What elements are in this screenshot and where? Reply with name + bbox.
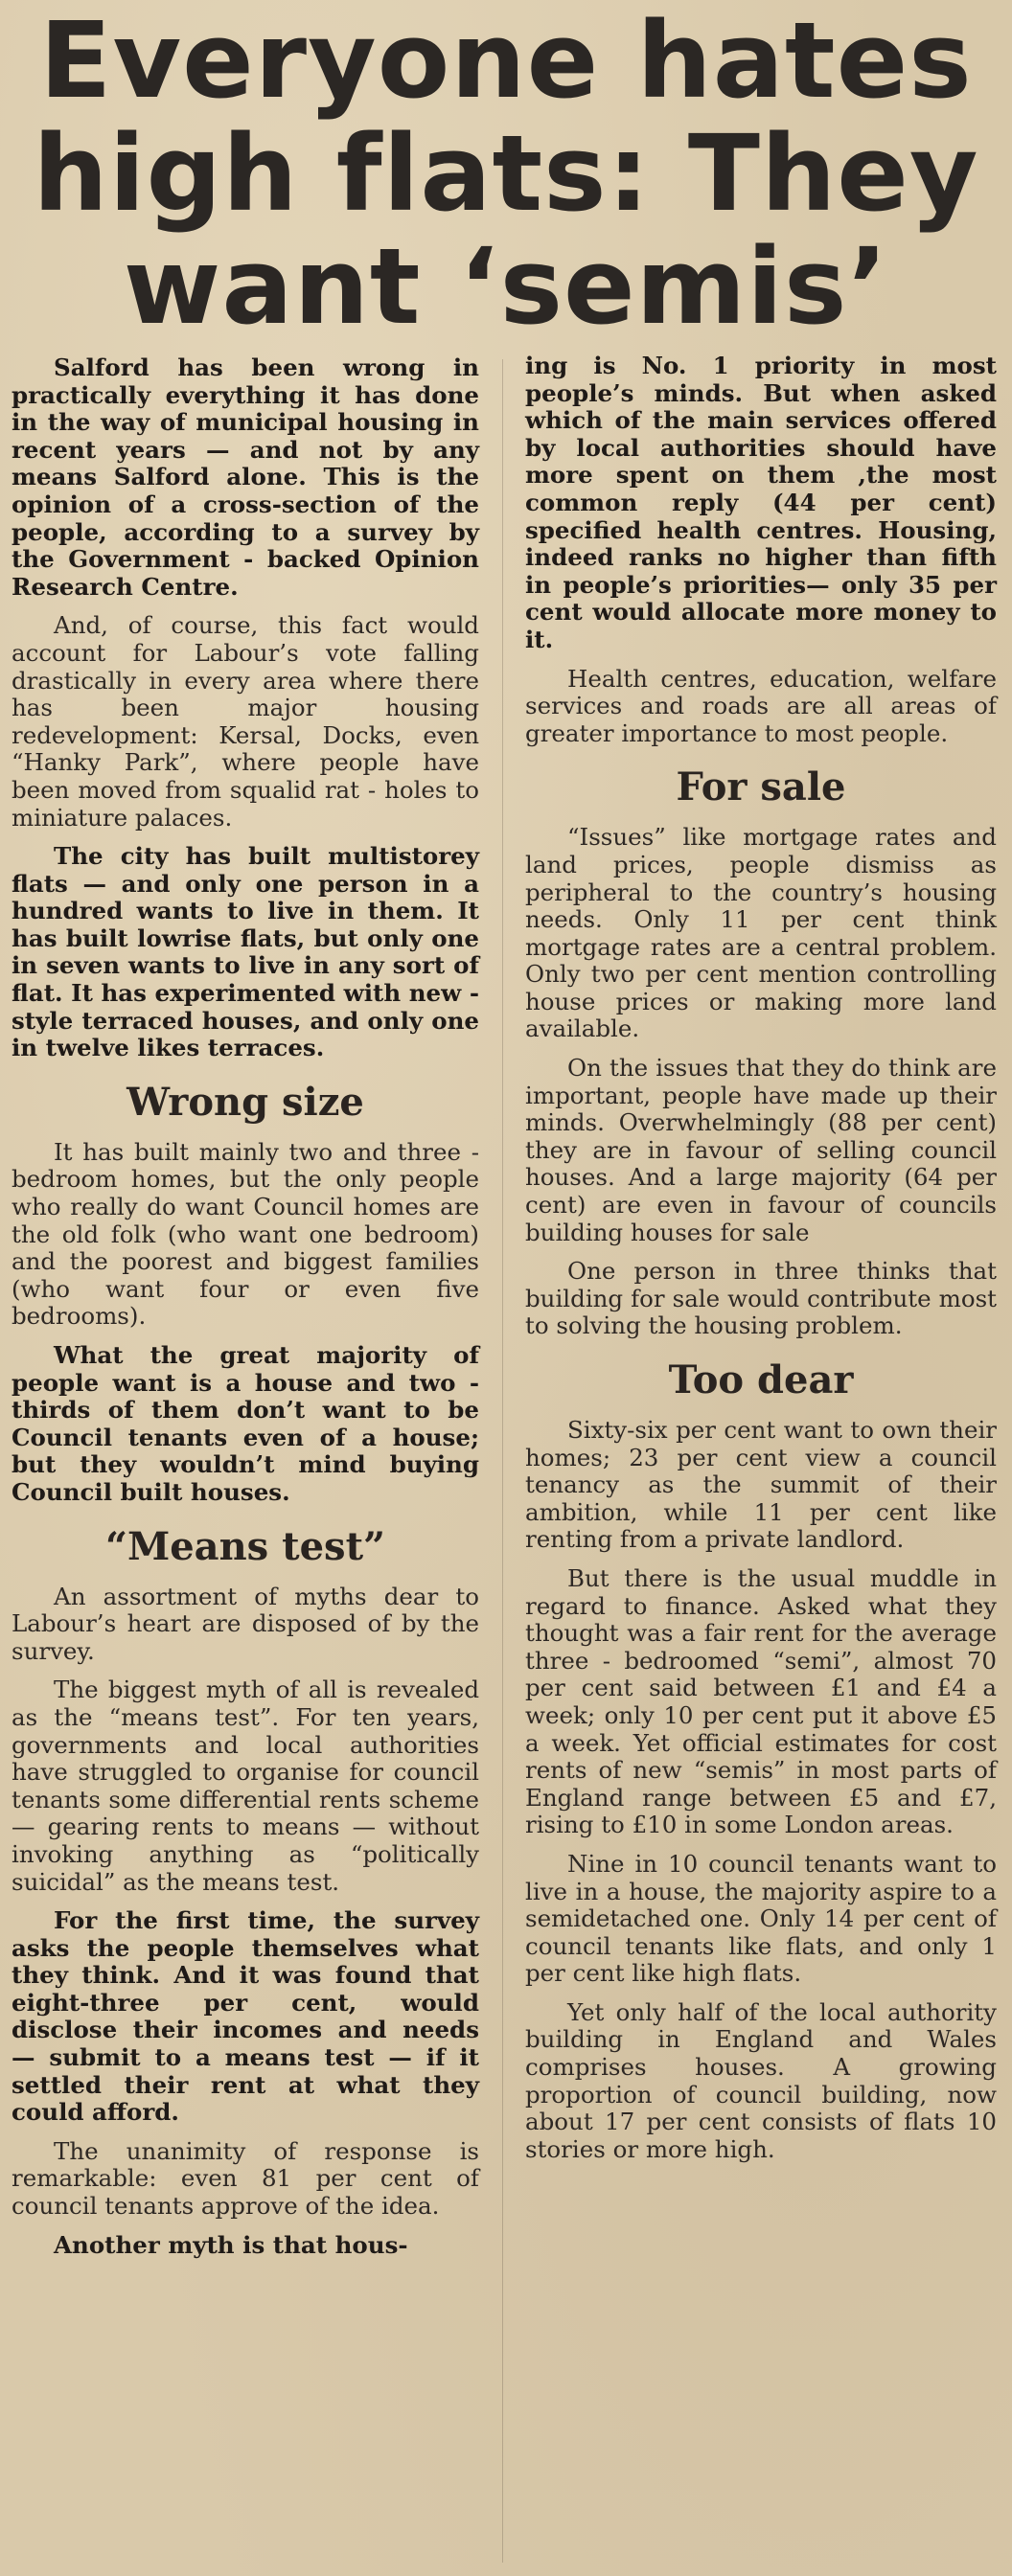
paragraph: An assortment of myths dear to Labour’s heart are disposed of by the survey. xyxy=(12,1582,479,1665)
headline-line-1: Everyone hates xyxy=(39,0,973,122)
paragraph: But there is the usual muddle in regard to finance. Asked what they thought was a fair rent for the average three - bedroomed “semi”, almost 70 per cent said between £1 and £4 a week; only 10 per cent put it above £5 a week. Yet official estimates for cost rents of new “semis” in most parts of England range between £5 and £7, rising to £10 in some London areas. xyxy=(525,1563,997,1839)
paragraph: Nine in 10 council tenants want to live in a house, the majority aspire to a semidetached one. Only 14 per cent of council tenants like flats, and only 1 per cent like high flats. xyxy=(525,1849,997,1988)
paragraph: Another myth is that hous- xyxy=(54,2230,408,2259)
headline xyxy=(0,0,1012,348)
paragraph: The city has built multistorey flats — and only one person in a hundred wants to live in them. It has built lowrise flats, but only one in seven wants to live in any sort of flat. It has experimented with new - style terraced houses, and only one in twelve likes terraces. xyxy=(12,842,479,1062)
paragraph: Sixty-six per cent want to own their homes; 23 per cent view a council tenancy as the summit of their ambition, while 11 per cent like renting from a private landlord. xyxy=(525,1416,997,1554)
article-column-right xyxy=(525,353,997,2175)
paragraph: Yet only half of the local authority building in England and Wales comprises houses. A growing proportion of council building, now about 17 per cent consists of flats 10 stories or more high. xyxy=(525,1997,997,2163)
paragraph: Health centres, education, welfare services and roads are all areas of greater importance to most people. xyxy=(525,664,997,747)
paragraph: What the great majority of people want is a house and two - thirds of them don’t want to be Council tenants even of a house; but they wouldn’t mind buying Council built houses. xyxy=(12,1341,479,1506)
subheading-too-dear: Too dear xyxy=(668,1357,854,1402)
headline-line-2: high flats: They xyxy=(33,112,979,235)
subheading-means-test: “Means test” xyxy=(104,1523,386,1569)
paragraph: It has built mainly two and three - bedroom homes, but the only people who really do want Council homes are the old folk (who want one bedroom) and the poorest and biggest families (who want four or even five bedrooms). xyxy=(12,1137,479,1331)
paragraph: On the issues that they do think are important, people have made up their minds. Overwhelmingly (88 per cent) they are in favour of selling council houses. And a large majority (64 per cent) are even in favour of councils building houses for sale xyxy=(525,1054,997,1246)
paragraph: “Issues” like mortgage rates and land prices, people dismiss as peripheral to the country’s housing needs. Only 11 per cent think mortgage rates are a central problem. Only two per cent mention controlling house prices or making more land available. xyxy=(525,823,997,1043)
paragraph: The biggest myth of all is revealed as the “means test”. For ten years, governments and local authorities have struggled to organise for council tenants some differential rents scheme — gearing rents to means — without invoking anything as “politically suicidal” as the means test. xyxy=(12,1676,479,1896)
paragraph: And, of course, this fact would account for Labour’s vote falling drastically in every area where there has been major housing redevelopment: Kersal, Docks, even “Hanky Park”, where people have been moved from squalid rat - holes to miniature palaces. xyxy=(12,611,479,832)
paragraph: For the first time, the survey asks the people themselves what they think. And it was found that eight-three per cent, would disclose their incomes and needs — submit to a means test — if it settled their rent at what they could afford. xyxy=(12,1906,479,2127)
paragraph: ing is No. 1 priority in most people’s minds. But when asked which of the main services offered by local authorities should have more spent on them ,the most common reply (44 per cent) specified health centres. Housing, indeed ranks no higher than fifth in people’s priorities— only 35 per cent would allocate more money to it. xyxy=(525,352,997,653)
article-column-left xyxy=(12,354,479,2270)
paragraph: The unanimity of response is remarkable: even 81 per cent of council tenants approve of the idea. xyxy=(12,2136,479,2221)
subheading-for-sale: For sale xyxy=(676,764,846,810)
subheading-wrong-size: Wrong size xyxy=(126,1079,364,1125)
headline-line-3: want ‘semis’ xyxy=(123,225,889,348)
paragraph: One person in three thinks that building for sale would contribute most to solving the housing problem. xyxy=(525,1257,997,1340)
column-divider xyxy=(502,359,503,2563)
paragraph: Salford has been wrong in practically everything it has done in the way of municipal housing in recent years — and not by any means Salford alone. This is the opinion of a cross-section of the people, according to a survey by the Government - backed Opinion Research Centre. xyxy=(12,353,479,601)
